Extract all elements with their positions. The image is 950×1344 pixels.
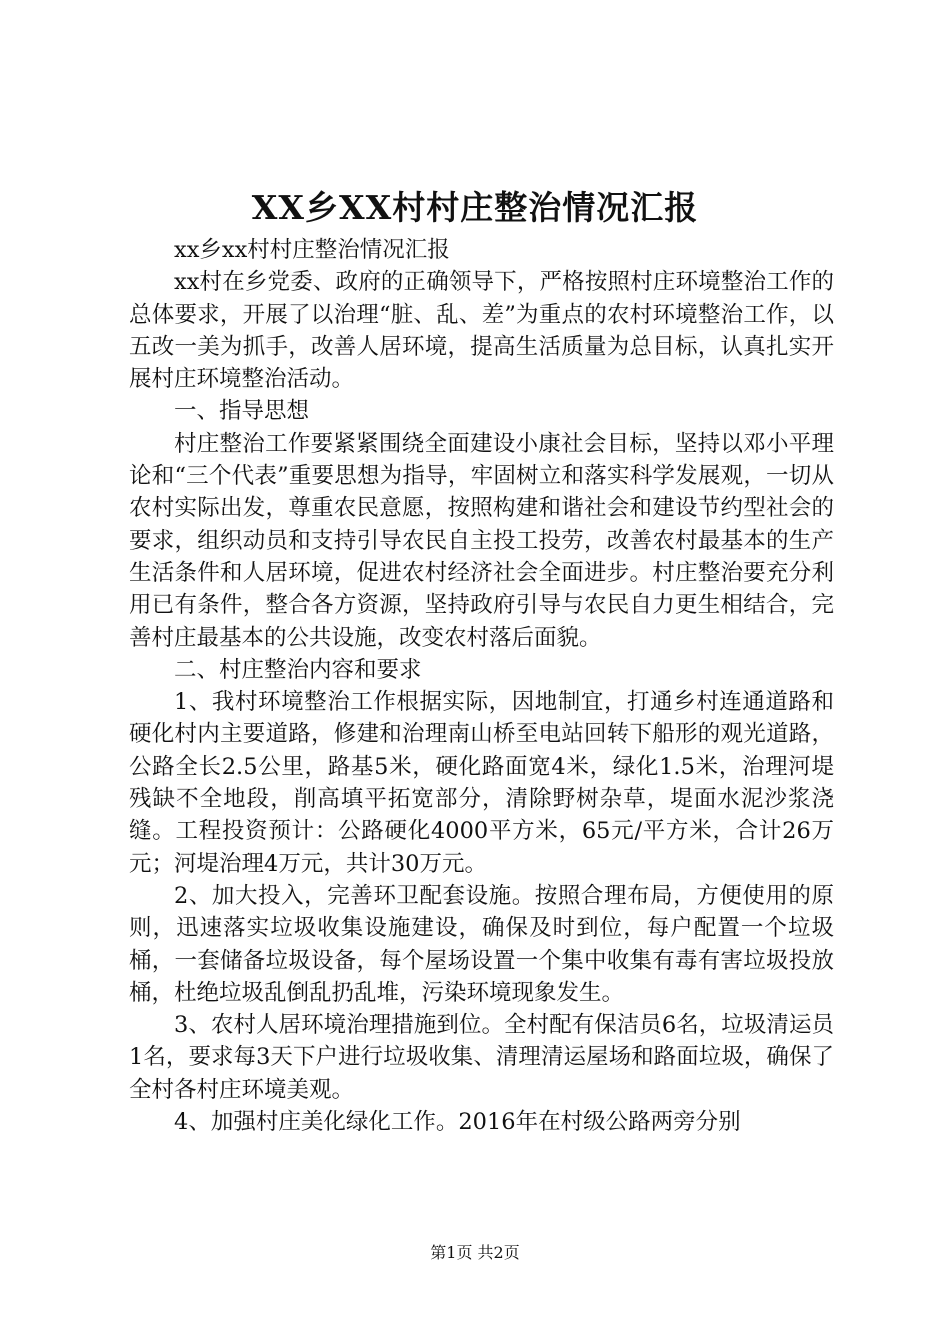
document-body [129, 234, 834, 1138]
paragraph-item-2: 2、加大投入，完善环卫配套设施。按照合理布局，方便使用的原则，迅速落实垃圾收集设施建设，确保及时到位，每户配置一个垃圾桶，一套储备垃圾设备，每个屋场设置一个集中收集有毒有害垃圾投放桶，杜绝垃圾乱倒乱扔乱堆，污染环境现象发生。 [129, 882, 834, 1006]
paragraph-item-3: 3、农村人居环境治理措施到位。全村配有保洁员6名，垃圾清运员1名，要求每3天下户进行垃圾收集、清理清运屋场和路面垃圾，确保了全村各村庄环境美观。 [129, 1012, 834, 1103]
section-heading-content-requirements: 二、村庄整治内容和要求 [174, 656, 422, 683]
paragraph-subtitle: xx乡xx村村庄整治情况汇报 [174, 237, 450, 263]
paragraph-item-4: 4、加强村庄美化绿化工作。2016年在村级公路两旁分别 [174, 1109, 741, 1136]
page-footer: 第1页 共2页 [430, 1243, 520, 1262]
document-title: XX乡XX村村庄整治情况汇报 [251, 188, 699, 227]
paragraph-item-1: 1、我村环境整治工作根据实际，因地制宜，打通乡村连通道路和硬化村内主要道路，修建和治理南山桥至电站回转下船形的观光道路，公路全长2.5公里，路基5米，硬化路面宽4米，绿化1.5米，治理河堤残缺不全地段，削高填平拓宽部分，清除野树杂草，堤面水泥沙浆浇缝。工程投资预计：公路硬化4000平方米，65元/平方米，合计26万元；河堤治理4万元，共计30万元。 [129, 689, 834, 877]
paragraph-intro: xx村在乡党委、政府的正确领导下，严格按照村庄环境整治工作的总体要求，开展了以治理“脏、乱、差”为重点的农村环境整治工作，以五改一美为抓手，改善人居环境，提高生活质量为总目标，认真扎实开展村庄环境整治活动。 [129, 269, 834, 393]
section-heading-guiding-ideology: 一、指导思想 [174, 398, 310, 425]
paragraph-guiding-ideology: 村庄整治工作要紧紧围绕全面建设小康社会目标，坚持以邓小平理论和“三个代表”重要思想为指导，牢固树立和落实科学发展观，一切从农村实际出发，尊重农民意愿，按照构建和谐社会和建设节约型社会的要求，组织动员和支持引导农民自主投工投劳，改善农村最基本的生产生活条件和人居环境，促进农村经济社会全面进步。村庄整治要充分利用已有条件，整合各方资源，坚持政府引导与农民自力更生相结合，完善村庄最基本的公共设施，改变农村落后面貌。 [129, 430, 834, 651]
